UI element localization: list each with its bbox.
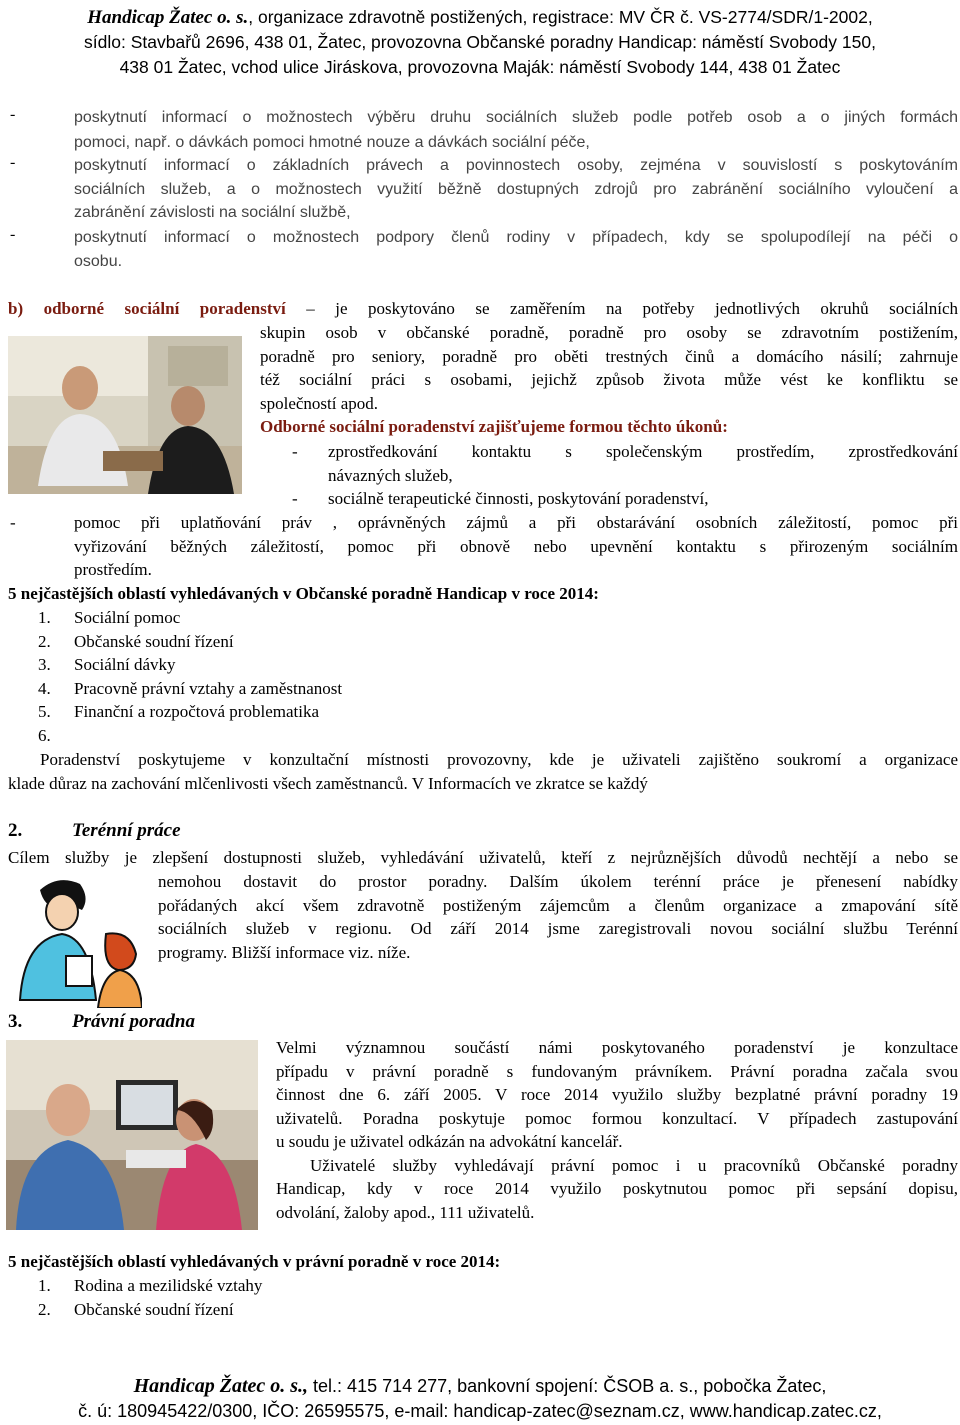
header-line-3: 438 01 Žatec, vchod ulice Jiráskova, provozovna Maják: náměstí Svobody 144, 438 01 Žatec (119, 57, 841, 77)
list-item: 1. Rodina a mezilidské vztahy (38, 1276, 263, 1295)
section-b-body: skupin osob v občanské poradně, poradně pro osoby se zdravotním postižením, poradně pro seniory, poradně pro oběti trestných činů a domácího násilí; zahrnuje též sociální práci s osobami, jejichž způsob života může vést ke konfliktu se společností apod. Odborné sociální poradenství zajišťujeme formou těchto úkonů: (260, 321, 958, 439)
list-item: 2. Občanské soudní řízení (38, 631, 234, 651)
section-2-heading: 2. Terénní práce (8, 820, 181, 841)
section-b-line-1: b) odborné sociální poradenství – je poskytováno se zaměřením na potřeby jednotlivých okruhů sociálních (8, 299, 959, 318)
top5-advice-heading: 5 nejčastějších oblastí vyhledávaných v Občanské poradně Handicap v roce 2014: (8, 584, 599, 603)
clipart-consultation-image (10, 870, 142, 1008)
top5-advice-list (38, 606, 638, 747)
header-line-2: sídlo: Stavbařů 2696, 438 01, Žatec, provozovna Občanské poradny Handicap: náměstí Svobody 150, (84, 32, 876, 52)
list-item: 5. Finanční a rozpočtová problematika (38, 702, 319, 721)
section-3-heading: 3. Právní poradna (8, 1011, 195, 1032)
tasks-heading: Odborné sociální poradenství zajišťujeme formou těchto úkonů: (260, 417, 728, 436)
footer-line-1: Handicap Žatec o. s., tel.: 415 714 277, bankovní spojení: ČSOB a. s., pobočka Žatec, (133, 1375, 827, 1397)
counseling-photo-image (8, 336, 242, 494)
list-item: - poskytnutí informací o možnostech podpory členů rodiny v případech, kdy se spolupodílejí na péči o osobu. (10, 226, 958, 270)
section-2-body: nemohou dostavit do prostor poradny. Dalším úkolem terénní práce je přenesení nabídky pořádaných akcí všem zdravotně postiženým zájemcům a členům organizace a zmapování sítě sociálních služeb v regionu. Od září 2014 jsme zaregistrovali novou sociální službu Terénní programy. Bližší informace viz. níže. (158, 872, 958, 962)
footer-line-2: č. ú: 180945422/0300, IČO: 26595575, e-mail: handicap-zatec@seznam.cz, www.handicap.zatec.cz, (78, 1401, 882, 1421)
section-2-line-1: Cílem služby je zlepšení dostupnosti služeb, vyhledávání uživatelů, kteří z nejrůznějších důvodů nechtějí a nebo se (8, 848, 958, 867)
counseling-photo (8, 336, 242, 494)
list-item: 6. (38, 725, 51, 745)
list-item: - poskytnutí informací o základních právech a povinnostech osoby, zejména v souvislostí s poskytováním sociálních služeb, a o možnostech využití běžně dostupných zdrojů pro zabránění sociálního vyloučení a zabránění závislosti na sociální službě, (10, 154, 958, 221)
section-3-body: Velmi významnou součástí námi poskytovaného poradenství je konzultace případu v právní poradně s fundovaným právníkem. Právní poradna začala svou činnost dne 6. září 2005. V roce 2014 využilo služby bezplatné právní poradny 19 uživatelů. Poradna poskytuje pomoc formou konzultací. V případech zastupování u soudu je uživatel odkázán na advokátní kancelář. Uživatelé služby vyhledávají právní pomoc i u pracovníků Občanské poradny Handicap, kdy v roce 2014 využilo poskytnutou pomoc při sepsání dopisu, odvolání, žaloby apod., 111 uživatelů. (276, 1038, 958, 1222)
advice-paragraph: Poradenství poskytujeme v konzultační místnosti provozovny, kde je uživateli zajištěno soukromí a organizace klade důraz na zachování mlčenlivosti všech zaměstnanců. V Informacích ve zkratce se každý (8, 750, 958, 793)
list-item: 4. Pracovně právní vztahy a zaměstnanost (38, 678, 343, 698)
task-3: - pomoc při uplatňování práv , oprávněných zájmů a při obstarávání osobních záležitostí, pomoc při vyřizování běžných záležitostí, pomoc při obnově nebo upevnění kontaktu s přirozeným sociálním prostředím. (10, 513, 958, 579)
clipart-consultation (10, 870, 142, 1008)
legal-office-photo-image (6, 1040, 258, 1230)
list-item: 2. Občanské soudní řízení (38, 1299, 234, 1319)
top5-legal-list (38, 1274, 638, 1321)
list-item: 1. Sociální pomoc (38, 608, 181, 627)
legal-office-photo (6, 1040, 258, 1230)
header-org-name: Handicap Žatec o. s. (87, 7, 249, 28)
top5-legal-heading: 5 nejčastějších oblastí vyhledávaných v právní poradně v roce 2014: (8, 1252, 501, 1271)
list-item: 3. Sociální dávky (38, 655, 176, 674)
footer-org-name: Handicap Žatec o. s., (133, 1375, 309, 1397)
header-line-1 (0, 6, 960, 29)
list-item: - poskytnutí informací o možnostech výběru druhu sociálních služeb podle potřeb osob a o jiných formách pomoci, např. o dávkách pomoci hmotné nouze a dávkách sociální péče, (10, 106, 958, 151)
list-item: - sociálně terapeutické činnosti, poskytování poradenství, (292, 489, 709, 508)
header-registration: , organizace zdravotně postižených, registrace: MV ČR č. VS-2774/SDR/1-2002, (248, 7, 873, 27)
tasks-list (292, 440, 958, 511)
list-item: - zprostředkování kontaktu s společenským prostředím, zprostředkování návazných služeb, (292, 442, 958, 485)
section-b-label: b) odborné sociální poradenství (8, 299, 286, 318)
